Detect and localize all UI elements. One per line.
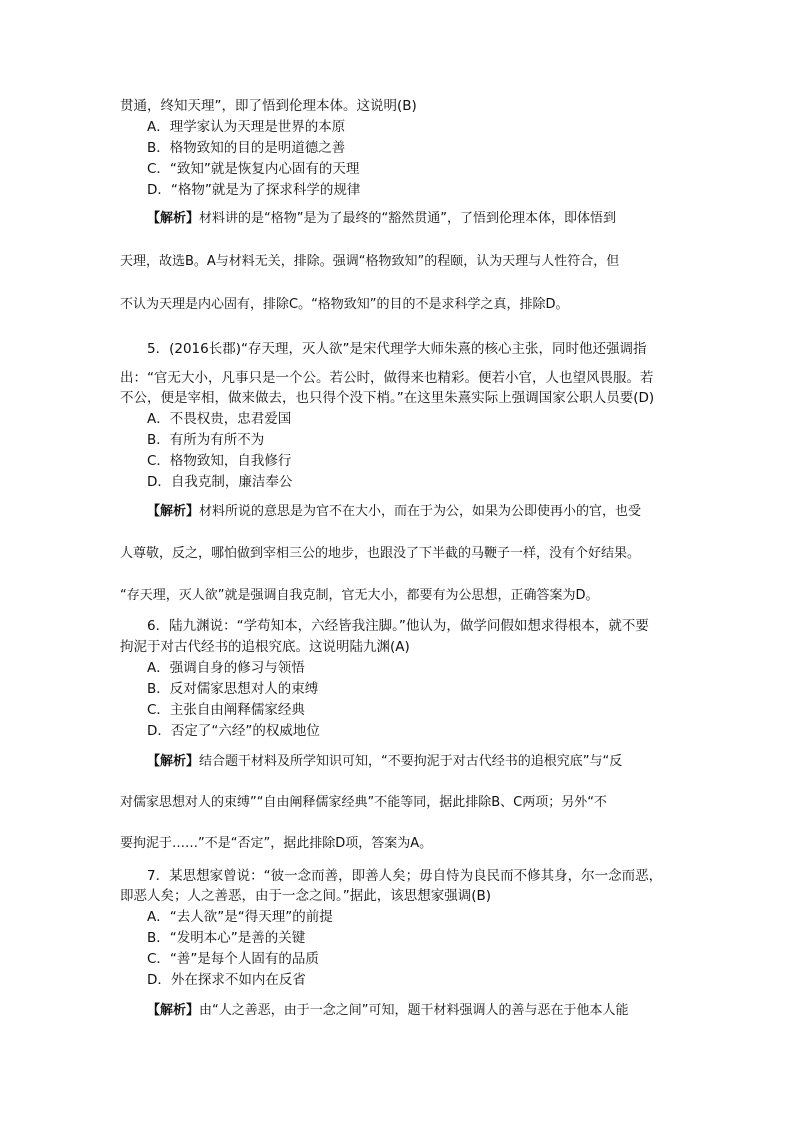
analysis-tag: 【解析】 bbox=[147, 1003, 200, 1018]
option-d: D．否定了“六经”的权威地位 bbox=[147, 723, 320, 739]
option-b: B．“发明本心”是善的关键 bbox=[147, 930, 306, 946]
option-d: D．自我克制，廉洁奉公 bbox=[147, 474, 293, 490]
analysis-line: 人尊敬，反之，哪怕做到宰相三公的地步，也跟没了下半截的马鞭子一样，没有个好结果。 bbox=[120, 546, 641, 561]
analysis-line bbox=[147, 752, 707, 772]
option-c: C．“善”是每个人固有的品质 bbox=[147, 951, 319, 967]
analysis-text: 结合题干材料及所学知识可知，“不要拘泥于对古代经书的追根究底”与“反 bbox=[199, 754, 623, 769]
analysis-tag: 【解析】 bbox=[147, 754, 200, 769]
analysis-line: “存天理，灭人欲”就是强调自我克制，官无大小，都要有为公思想，正确答案为D。 bbox=[120, 588, 599, 603]
text-line: 拘泥于对古代经书的追根究底。这说明陆九渊(A) bbox=[120, 639, 410, 655]
analysis-tag: 【解析】 bbox=[147, 504, 200, 519]
analysis-text: 材料所说的意思是为官不在大小，而在于为公，如果为公即使再小的官，也受 bbox=[199, 504, 642, 519]
text-line: 即恶人矣；人之善恶，由于一念之间。”据此，该思想家强调(B) bbox=[120, 888, 492, 904]
question-5: 5．(2016长郡)“存天理，灭人欲”是宋代理学大师朱熹的核心主张，同时他还强调指 bbox=[147, 341, 647, 357]
option-c: C．“致知”就是恢复内心固有的天理 bbox=[147, 161, 360, 177]
question-6: 6．陆九渊说：“学苟知本，六经皆我注脚。”他认为，做学问假如想求得根本，就不要 bbox=[147, 618, 649, 634]
option-a: A．强调自身的修习与领悟 bbox=[147, 660, 305, 676]
analysis-line bbox=[147, 1001, 707, 1021]
option-d: D．“格物”就是为了探求科学的规律 bbox=[147, 182, 361, 198]
question-7: 7．某思想家曾说：“彼一念而善，即善人矣；毋自恃为良民而不修其身，尔一念而恶， bbox=[147, 868, 663, 884]
analysis-line bbox=[147, 209, 707, 229]
text-line: 不公，便是宰相，做来做去，也只得个没下梢。”在这里朱熹实际上强调国家公职人员要(D) bbox=[120, 390, 655, 406]
analysis-line bbox=[147, 502, 707, 522]
option-b: B．格物致知的目的是明道德之善 bbox=[147, 140, 346, 156]
analysis-line: 天理，故选B。A与材料无关，排除。强调“格物致知”的程颐，认为天理与人性符合，但 bbox=[120, 254, 620, 269]
option-a: A．理学家认为天理是世界的本原 bbox=[147, 119, 346, 135]
option-b: B．反对儒家思想对人的束缚 bbox=[147, 681, 319, 697]
option-a: A．“去人欲”是“得天理”的前提 bbox=[147, 909, 333, 925]
text-line: 出：“官无大小，凡事只是一个公。若公时，做得来也精彩。便若小官，人也望风畏服。若 bbox=[120, 370, 654, 386]
option-a: A．不畏权贵，忠君爱国 bbox=[147, 411, 292, 427]
analysis-line: 要拘泥于……”不是“否定”，据此排除D项，答案为A。 bbox=[120, 836, 433, 851]
option-c: C．格物致知，自我修行 bbox=[147, 453, 292, 469]
analysis-text: 材料讲的是“格物”是为了最终的“豁然贯通”，了悟到伦理本体，即体悟到 bbox=[199, 211, 616, 226]
text-line: 贯通，终知天理”，即了悟到伦理本体。这说明(B) bbox=[120, 98, 417, 114]
option-c: C．主张自由阐释儒家经典 bbox=[147, 702, 305, 718]
analysis-line: 不认为天理是内心固有，排除C。“格物致知”的目的不是求科学之真，排除D。 bbox=[120, 297, 569, 312]
option-b: B．有所为有所不为 bbox=[147, 432, 265, 448]
option-d: D．外在探求不如内在反省 bbox=[147, 972, 306, 988]
analysis-line: 对儒家思想对人的束缚”“自由阐释儒家经典”不能等同，据此排除B、C两项；另外“不 bbox=[120, 795, 607, 810]
analysis-tag: 【解析】 bbox=[147, 211, 200, 226]
analysis-text: 由“人之善恶，由于一念之间”可知，题干材料强调人的善与恶在于他本人能 bbox=[199, 1003, 629, 1018]
